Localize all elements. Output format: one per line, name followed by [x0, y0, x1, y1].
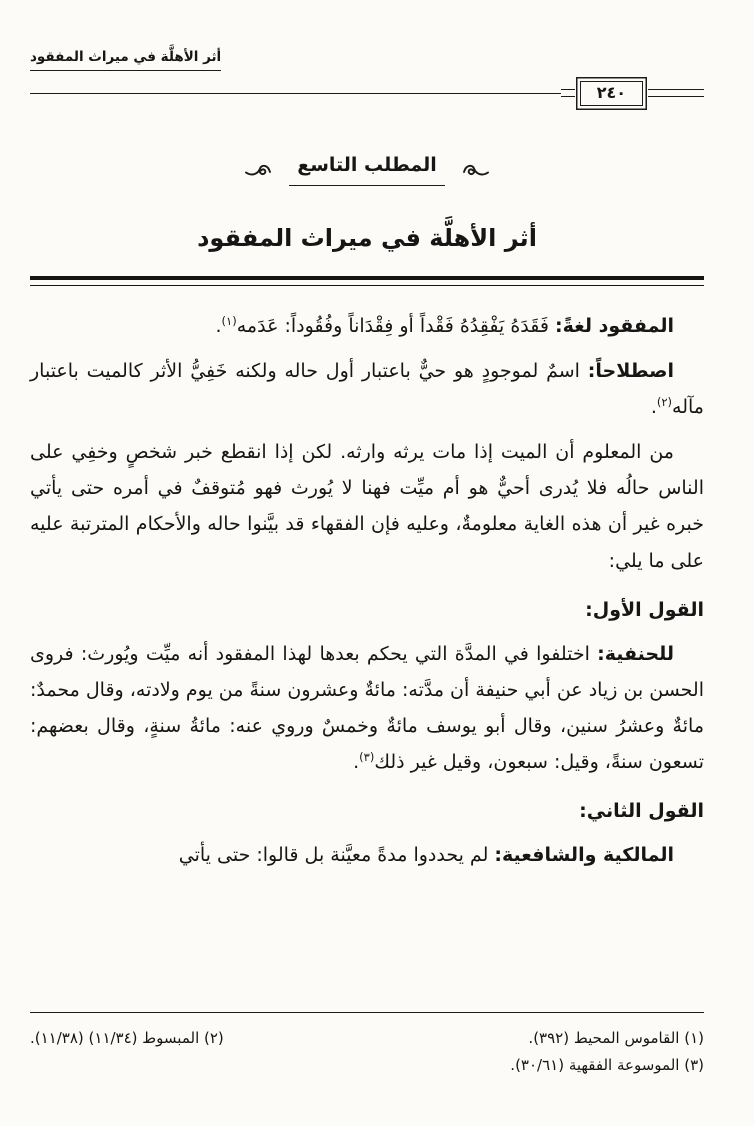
paragraph-introduction — [30, 434, 704, 578]
paragraph-text: لم يحددوا مدةً معيَّنة بل قالوا: حتى يأتي — [178, 844, 495, 867]
term-lead: اصطلاحاً: — [587, 360, 674, 383]
paragraph-text: اسمٌ لموجودٍ هو حيٌّ باعتبار أول حاله ولكنه خَفِيُّ الأثر كالميت باعتبار مآله — [30, 360, 704, 419]
footnote-row — [30, 1052, 704, 1080]
footnote-row — [30, 1025, 704, 1053]
page-number-box: ٢٤٠ — [580, 81, 643, 106]
paragraph-maliki-shafii-opinion — [30, 837, 704, 873]
paragraph-text: من المعلوم أن الميت إذا مات يرثه وارثه. لكن إذا انقطع خبر شخصٍ وخفِي على الناس حالُه فلا يُدرى أحيٌّ هو أم ميِّت فهنا لا يُورث فهو مُتوقفٌ في أمره حتى يأتي خبره غير أن هذه الغاية معلومةٌ، وعليه فإن الفقهاء قد بيَّنوا حاله والأحكام المترتبة عليه على ما يلي: — [30, 441, 704, 572]
running-head-row — [30, 46, 704, 71]
running-head-title: أثر الأهلَّة في ميراث المفقود — [30, 49, 221, 71]
footnote-marker-1: (١) — [221, 314, 237, 328]
paragraph-tail: . — [215, 315, 222, 337]
paragraph-text: اختلفوا في المدَّة التي يحكم بعدها لهذا المفقود أنه ميِّت ويُورث: فروى الحسن بن زياد عن أبي حنيفة أن مدَّته: مائةٌ وعشرون سنةً من يوم ولادته، وقال محمدٌ: مائةٌ وعشرُ سنين، وقال أبو يوسف مائةٌ وخمسٌ وروي عنه: مائةُ سنةٍ، وقال بعضهم: تسعون سنةً، وقيل: سبعون، وقيل غير ذلك — [30, 642, 704, 774]
term-lead: المفقود لغةً: — [555, 315, 674, 337]
header-rule — [30, 78, 704, 108]
paragraph-hanafi-opinion — [30, 636, 704, 780]
flourish-right-icon — [463, 162, 489, 179]
paragraph-tail: . — [650, 396, 657, 419]
header-rule-line — [30, 93, 561, 94]
footnotes-section — [30, 1012, 704, 1081]
flourish-left-icon — [245, 162, 271, 179]
section-kicker — [30, 154, 704, 186]
kicker-label: المطلب التاسع — [289, 154, 445, 186]
paragraph-tail: . — [353, 751, 360, 774]
page-header — [30, 46, 704, 108]
term-lead: للحنفية: — [597, 642, 674, 665]
footnote-3: (٣) الموسوعة الفقهية (٣٠/٦١). — [510, 1056, 704, 1075]
double-rule-segment — [561, 89, 575, 97]
paragraph-lugha-definition — [30, 308, 704, 344]
double-rule-segment — [648, 89, 704, 97]
term-lead: المالكية والشافعية: — [494, 844, 674, 867]
section-title: أثر الأهلَّة في ميراث المفقود — [197, 224, 537, 252]
paragraph-istilah-definition — [30, 353, 704, 425]
page-body — [30, 308, 704, 882]
paragraph-text: فَقَدَهُ يَفْقِدُهُ فَقْداً أو فِقْدَاناً وفُقُوداً: عَدَمه — [236, 315, 555, 337]
footnote-separator-rule — [30, 1012, 704, 1013]
heading-first-opinion: القول الأول: — [585, 598, 704, 621]
footnote-2: (٢) المبسوط (١١/٣٤) (١١/٣٨). — [30, 1028, 224, 1047]
heading-second-opinion: القول الثاني: — [579, 800, 704, 823]
footnote-1: (١) القاموس المحيط (٣٩٢). — [528, 1028, 704, 1047]
footnote-marker-2: (٢) — [656, 395, 673, 410]
footnote-marker-3: (٣) — [359, 750, 375, 765]
title-double-rule — [30, 276, 704, 286]
